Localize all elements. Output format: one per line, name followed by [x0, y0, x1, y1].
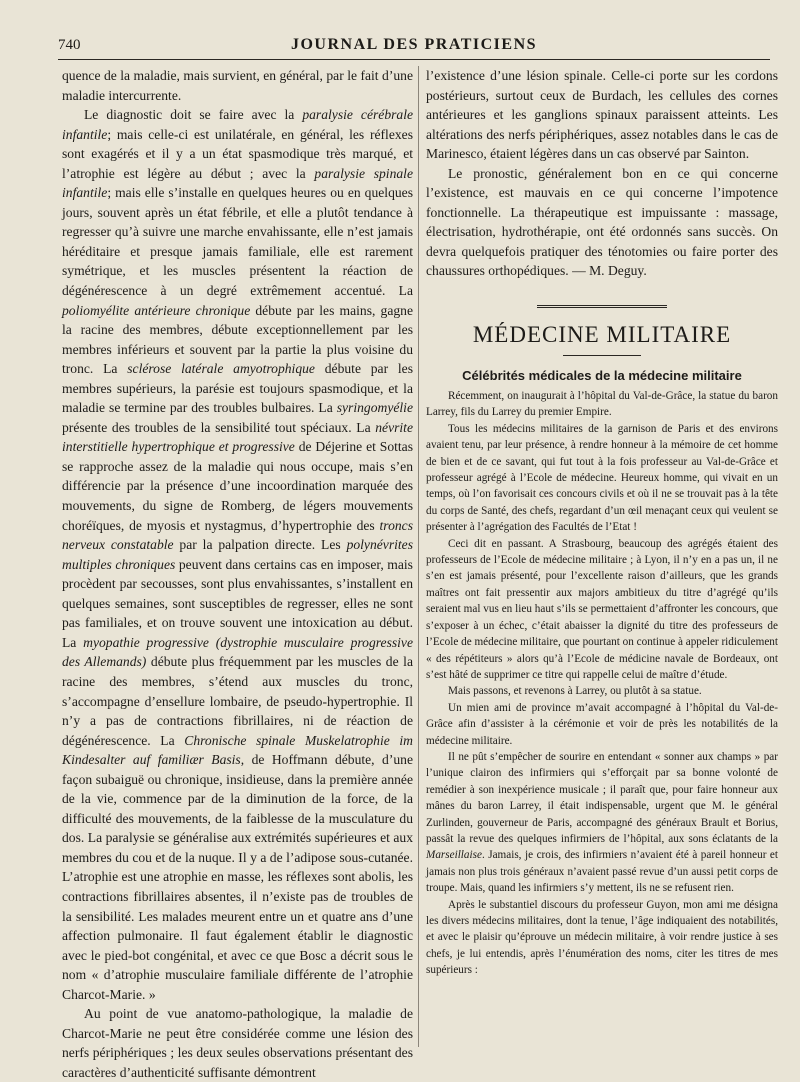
paragraph: [426, 700, 778, 749]
text-run: Ceci dit en passant. A Strasbourg, beaucoup des agrégés étaient des professeurs de l’Ecole de médecine militaire ; à Lyon, il n’y en a pas un, il ne s’en est jamais présenté, pour l’excellente raison d’ailleurs, que les grands maîtres ont fait pressentir aux majors ambitieux du titre d’agrégé qu’ils seraient mal vus en lieu haut s’ils se permettaient d’affronter les concours, que s’exposer à un échec, c’était abaisser la dignité du titre des professeurs de l’Ecole de médecine militaire, que pourtant on continue à appeler ridiculement « des répétiteurs » alors qu’à l’Ecole de médicine navale de Bordeaux, ont s’est hâté de supprimer ce titre qui rappelle celui de maître d’étude.: [426, 537, 778, 681]
paragraph: [426, 536, 778, 684]
section-rule-bottom: [563, 355, 641, 356]
article-body: [426, 388, 778, 979]
paragraph: [62, 66, 413, 105]
paragraph: [426, 388, 778, 421]
text-run: Au point de vue anatomo-pathologique, la maladie de Charcot-Marie ne peut être considérée comme une lésion des nerfs périphériques ; les deux seules observations présentant des caractères d’authenticité suffisante démontrent: [62, 1006, 413, 1080]
page-header: [58, 33, 770, 57]
section-title: MÉDECINE MILITAIRE: [472, 322, 732, 348]
text-run: ; mais celle-ci est unilatérale, en général, les réflexes sont exagérés et il y a un état spasmodique très marqué, et l’atrophie est légère au début ; avec la: [62, 126, 413, 181]
italic-run: syringomyélie: [336, 400, 413, 416]
paragraph: [62, 1004, 413, 1082]
italic-run: névrite interstitielle hypertrophique et progressive: [62, 419, 413, 455]
page-number: 740: [58, 36, 81, 53]
text-run: Il ne pût s’empêcher de sourire en entendant « sonner aux champs » par l’unique clairon des infirmiers qui s’efforçait par sa bonne volonté de remédier à son inexpérience musicale ; il paraît que, pour faire honneur aux mânes du baron Larrey, il était indispensable, urgent que M. le général Zurlinden, gouverneur de Paris, accompagné des généraux Brault et Borius, passât la revue des quelques infirmiers de l’hôpital, aux sons éclatants de la: [426, 750, 778, 845]
text-run: Après le substantiel discours du professeur Guyon, mon ami me désigna les divers médecins militaires, dont la tenue, l’âge indiquaient des notabilités, et avec le plaisir qu’éprouve un médecin militaire, à voir rendre justice à ses chefs, je lui entendis, après l’énumération des noms, citer les titres de mes supérieurs :: [426, 898, 778, 977]
header-rule: [58, 59, 770, 60]
text-run: peuvent dans certains cas en imposer, mais procèdent par secousses, sont plus envahissantes, s’installent en quelques semaines, sont susceptibles de regresser, elles ne sont pas familiales, et on trouve souvent une intoxication au début. La: [62, 556, 413, 650]
text-run: ; mais elle s’installe en quelques heures ou en quelques jours, souvent après un état fébrile, et elle a plutôt tendance à regresser qu’à suivre une marche envahissante, elle n’est jamais héréditaire et presque jamais familiale, elle est rarement symétrique, et les muscles présentent la réaction de dégénérescence à un degré extrêmement accentué. La: [62, 185, 413, 299]
italic-run: Chronische spinale Muskelatrophie im Kindesalter auf familiær Basis: [62, 732, 413, 768]
text-run: Récemment, on inaugurait à l’hôpital du Val-de-Grâce, la statue du baron Larrey, fils du Larrey du premier Empire.: [426, 390, 778, 419]
paragraph: [426, 897, 778, 979]
paragraph: [426, 66, 778, 164]
italic-run: polynévrites multiples chroniques: [62, 537, 413, 572]
column-divider: [418, 66, 419, 1047]
text-run: débute plus fréquemment par les muscles de la racine des membres, s’étend aux muscles du tronc, s’accompagne d’ensellure lombaire, de pseudo-hypertrophie. Il n’y a pas de contractions fibrillaires, ni de réaction de dégénérescence. La: [62, 654, 413, 748]
text-run: Un mien ami de province m’avait accompagné à l’hôpital du Val-de-Grâce afin d’assister à la cérémonie et voir de près les notabilités de la médecine militaire.: [426, 701, 778, 747]
text-run: Le pronostic, généralement bon en ce qui concerne l’existence, est mauvais en ce qui concerne l’impotence fonctionnelle. La thérapeutique est impuissante : massage, électrisation, hydrothérapie, ont été ordonnés sans succès. On devra quelquefois pratiquer des ténotomies ou faire porter des chaussures orthopédiques. — M. Deguy.: [426, 165, 778, 279]
section-rule-top: [537, 305, 667, 310]
paragraph: [426, 421, 778, 536]
text-run: débute par les membres supérieurs, la parésie est toujours spasmodique, et la maladie se termine par des troubles bulbaires. La: [62, 361, 414, 416]
text-run: Tous les médecins militaires de la garnison de Paris et des environs avaient tenu, par leur présence, à rendre honneur à la mémoire de cet homme de bien et de ce savant, qui fut tout à la fois professeur au Val-de-Grâce et professeur agrégé à l’Ecole de médecine. Heureux homme, qui vivait en un temps, où l’on favorisait ces concours civils et où il ne se trouvait pas à la tête du corps de Santé, des chefs, regardant d’un œil menaçant ceux qui veulent se présenter à l’agrégation des Facultés de l’Etat !: [426, 422, 778, 534]
running-title: JOURNAL DES PRATICIENS: [290, 36, 538, 53]
text-run: de Déjerine et Sottas se rapproche assez de la maladie qui nous occupe, mais s’en différencie par la présence d’une incoordination marquée des mouvements, du signe de Romberg, de légers mouvements choréïques, de myosis et nystagmus, d’hypertrophie des: [62, 439, 413, 533]
italic-run: paralysie spinale infantile: [62, 165, 413, 201]
text-run: présente des troubles de la sensibilité tout spéciaux. La: [62, 419, 376, 435]
italic-run: poliomyélite antérieure chronique: [62, 302, 251, 318]
article-title: Célébrités médicales de la médecine militaire: [462, 368, 742, 384]
paragraph: [426, 683, 778, 699]
text-run: l’existence d’une lésion spinale. Celle-ci porte sur les cordons postérieurs, surtout ceux de Burdach, les cellules des cornes antérieures et les ganglions spinaux paraissent atteints. Les altérations des nerfs périphériques, assez notables dans le cas de Marinesco, étaient légères dans un cas observé par Sainton.: [426, 68, 778, 162]
italic-run: myopathie progressive (dystrophie musculaire progressive des Allemands): [62, 634, 413, 670]
text-run: débute par les mains, gagne la racine des membres, débute exceptionnellement par les membres inférieurs et souvent par la partie la plus voisine du tronc. La: [62, 302, 413, 377]
paragraph: [426, 749, 778, 897]
text-run: quence de la maladie, mais survient, en général, par le fait d’une maladie intercurrente.: [62, 68, 413, 103]
text-run: . Jamais, je crois, des infirmiers n’avaient été à pareil honneur et jamais non plus trois généraux n’avaient passé revue d’un aussi petit corps de troupe. Mais, quand les infirmiers s’y mettent, ils ne se refusent rien.: [426, 849, 778, 895]
paragraph: [62, 105, 413, 1004]
text-run: Le diagnostic doit se faire avec la: [84, 107, 303, 123]
text-run: , de Hoffmann débute, d’une façon subaiguë ou chronique, insidieuse, dans la première année de la vie, commence par de la diminution de la force, de la difficulté des mouvements, de la faiblesse de la musculature du dos. La paralysie se généralise aux extrémités supérieures et aux membres du cou et de la nuque. Il y a de l’adipose sous-cutanée. L’atrophie est une atrophie en masse, les réflexes sont abolis, les contractions fibrillaires absentes, il n’existe pas de troubles de la sensibilité. Les malades meurent entre un et quatre ans d’une affection pulmonaire. Il faut également établir le diagnostic avec le pied-bot congénital, et avec ce que Bosc a décrit sous le nom « d’atrophie musculaire familiale différente de l’atrophie Charcot-Marie. »: [62, 752, 413, 1002]
text-run: Mais passons, et revenons à Larrey, ou plutôt à sa statue.: [448, 685, 702, 698]
italic-run: troncs nerveux constatable: [62, 517, 413, 553]
italic-run: paralysie cérébrale infantile: [62, 107, 414, 142]
italic-run: sclérose latérale amyotrophique: [127, 361, 315, 377]
italic-run: Marseillaise: [426, 849, 482, 862]
right-column: [426, 66, 778, 979]
text-run: par la palpation directe. Les: [173, 537, 347, 553]
right-column-top: [426, 66, 778, 281]
paragraph: [426, 164, 778, 281]
left-column: [62, 66, 413, 1082]
